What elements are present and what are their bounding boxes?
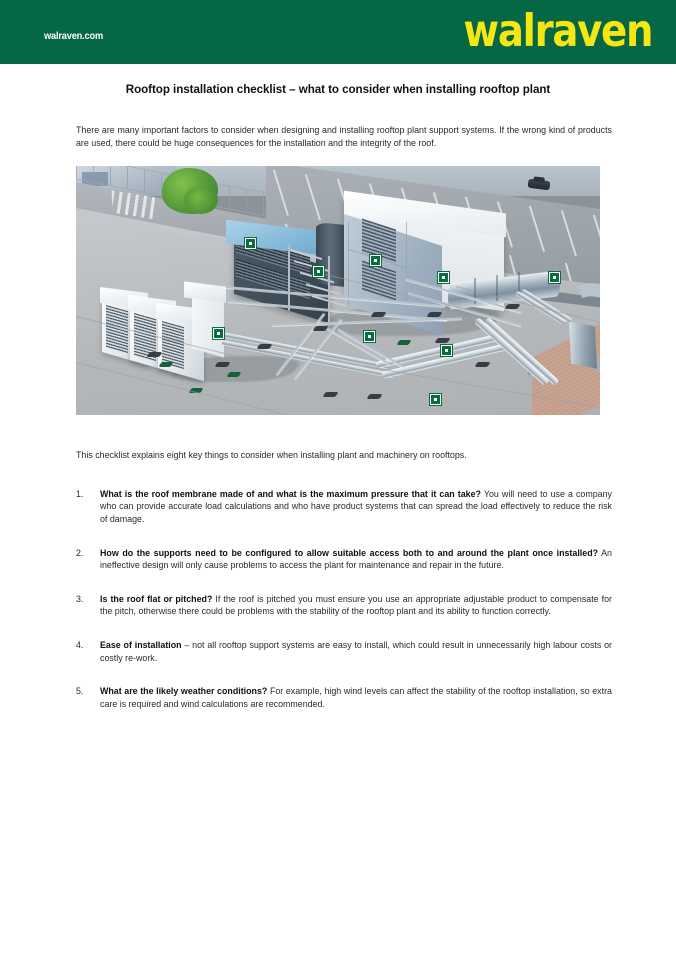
rooftop-scene (76, 166, 600, 415)
checklist-item-body: You will need to use a company who can provide accurate load calculations and who have product systems that can spread the load effectively to reduce the risk of damage. (100, 488, 612, 524)
fence-post (229, 187, 230, 209)
checklist-item-2 (76, 547, 612, 572)
hotspot-marker-4[interactable] (438, 272, 449, 283)
hotspot-marker-core (217, 332, 220, 335)
checklist-item-text (100, 488, 612, 526)
checklist-item-number: 4. (76, 639, 84, 650)
fence-post (127, 167, 128, 189)
hotspot-marker-core (553, 276, 556, 279)
document-body (0, 83, 676, 710)
ahu-panel-seam (406, 222, 407, 302)
lead-in-paragraph: This checklist explains eight key things to consider when installing plant and machinery on rooftops. (76, 450, 467, 461)
parking-stripe (305, 174, 321, 220)
checklist-item-heading: How do the supports need to be configured to allow suitable access both to and around the plant once installed? (100, 547, 599, 558)
checklist-item-heading: What are the likely weather conditions? (100, 686, 268, 697)
page-title: Rooftop installation checklist – what to consider when installing rooftop plant (125, 83, 551, 96)
stair-step (306, 284, 340, 296)
hotspot-marker-6[interactable] (213, 328, 224, 339)
parking-stripe (593, 215, 600, 261)
fence-post (110, 166, 111, 185)
hotspot-marker-5[interactable] (549, 272, 560, 283)
stair-stringer (328, 256, 330, 327)
hotspot-marker-core (249, 242, 252, 245)
checklist-item-body: For example, high wind levels can affect the stability of the rooftop installation, so extra care is required and wind calculations are recommended. (100, 686, 612, 709)
checklist-item-number: 1. (76, 488, 84, 499)
checklist-item-heading: Ease of installation (100, 639, 182, 650)
checklist-item-number: 2. (76, 547, 84, 558)
rooftop-plant-image (76, 166, 600, 415)
tree-canopy-secondary (184, 186, 218, 214)
checklist-item-heading: Is the roof flat or pitched? (100, 593, 213, 604)
hotspot-marker-3[interactable] (313, 266, 324, 277)
checklist-item-1 (76, 488, 612, 526)
checklist-item-body: An ineffective design will only cause problems to access the plant for maintenance and repair in the future. (100, 547, 612, 571)
duct-downpipe (569, 321, 597, 369)
checklist-item-text (100, 685, 612, 710)
checklist-item-4 (76, 639, 612, 664)
checklist-item-3 (76, 593, 612, 618)
hotspot-marker-7[interactable] (364, 331, 375, 342)
stair-stringer (288, 244, 290, 311)
hotspot-marker-1[interactable] (245, 238, 256, 249)
checklist-item-text (100, 593, 612, 618)
hotspot-marker-core (445, 349, 448, 352)
checklist-item-text (100, 547, 612, 572)
hotspot-marker-9[interactable] (430, 394, 441, 405)
checklist-item-body: If the roof is pitched you must ensure you use an appropriate adjustable product to compensate for the pitch, otherwise there could be problems with the stability of the rooftop plant and its ability to function correctly. (100, 593, 612, 617)
fence-post (246, 190, 247, 212)
hotspot-marker-2[interactable] (370, 255, 381, 266)
hotspot-marker-core (442, 276, 445, 279)
hotspot-marker-8[interactable] (441, 345, 452, 356)
parking-stripe (529, 206, 545, 252)
intro-paragraph: There are many important factors to consider when designing and installing rooftop plant support systems. If the wrong kind of products are used, there could be huge consequences for the installation and the integrity of the roof. (76, 125, 612, 148)
fence-post (76, 166, 77, 179)
hotspot-marker-core (374, 259, 377, 262)
checklist-item-number: 3. (76, 593, 84, 604)
fence-post (93, 166, 94, 182)
parking-stripe (561, 210, 577, 256)
hotspot-marker-core (368, 335, 371, 338)
walraven-logo[interactable]: walraven (463, 4, 652, 57)
checklist-item-number: 5. (76, 686, 84, 697)
hotspot-marker-core (434, 398, 437, 401)
checklist-item-text (100, 639, 612, 664)
parking-stripe (273, 170, 289, 216)
fence-post (144, 170, 145, 192)
checklist-item-5 (76, 685, 612, 710)
hotspot-marker-core (317, 270, 320, 273)
fence-post (263, 193, 264, 215)
checklist-item-body: – not all rooftop support systems are easy to install, which could result in unnecessarily high labour costs or costly re-work. (100, 639, 612, 663)
checklist (76, 488, 612, 711)
site-header (0, 0, 676, 64)
checklist-item-heading: What is the roof membrane made of and what is the maximum pressure that it can take? (100, 488, 481, 499)
header-website-url[interactable]: walraven.com (44, 30, 104, 42)
